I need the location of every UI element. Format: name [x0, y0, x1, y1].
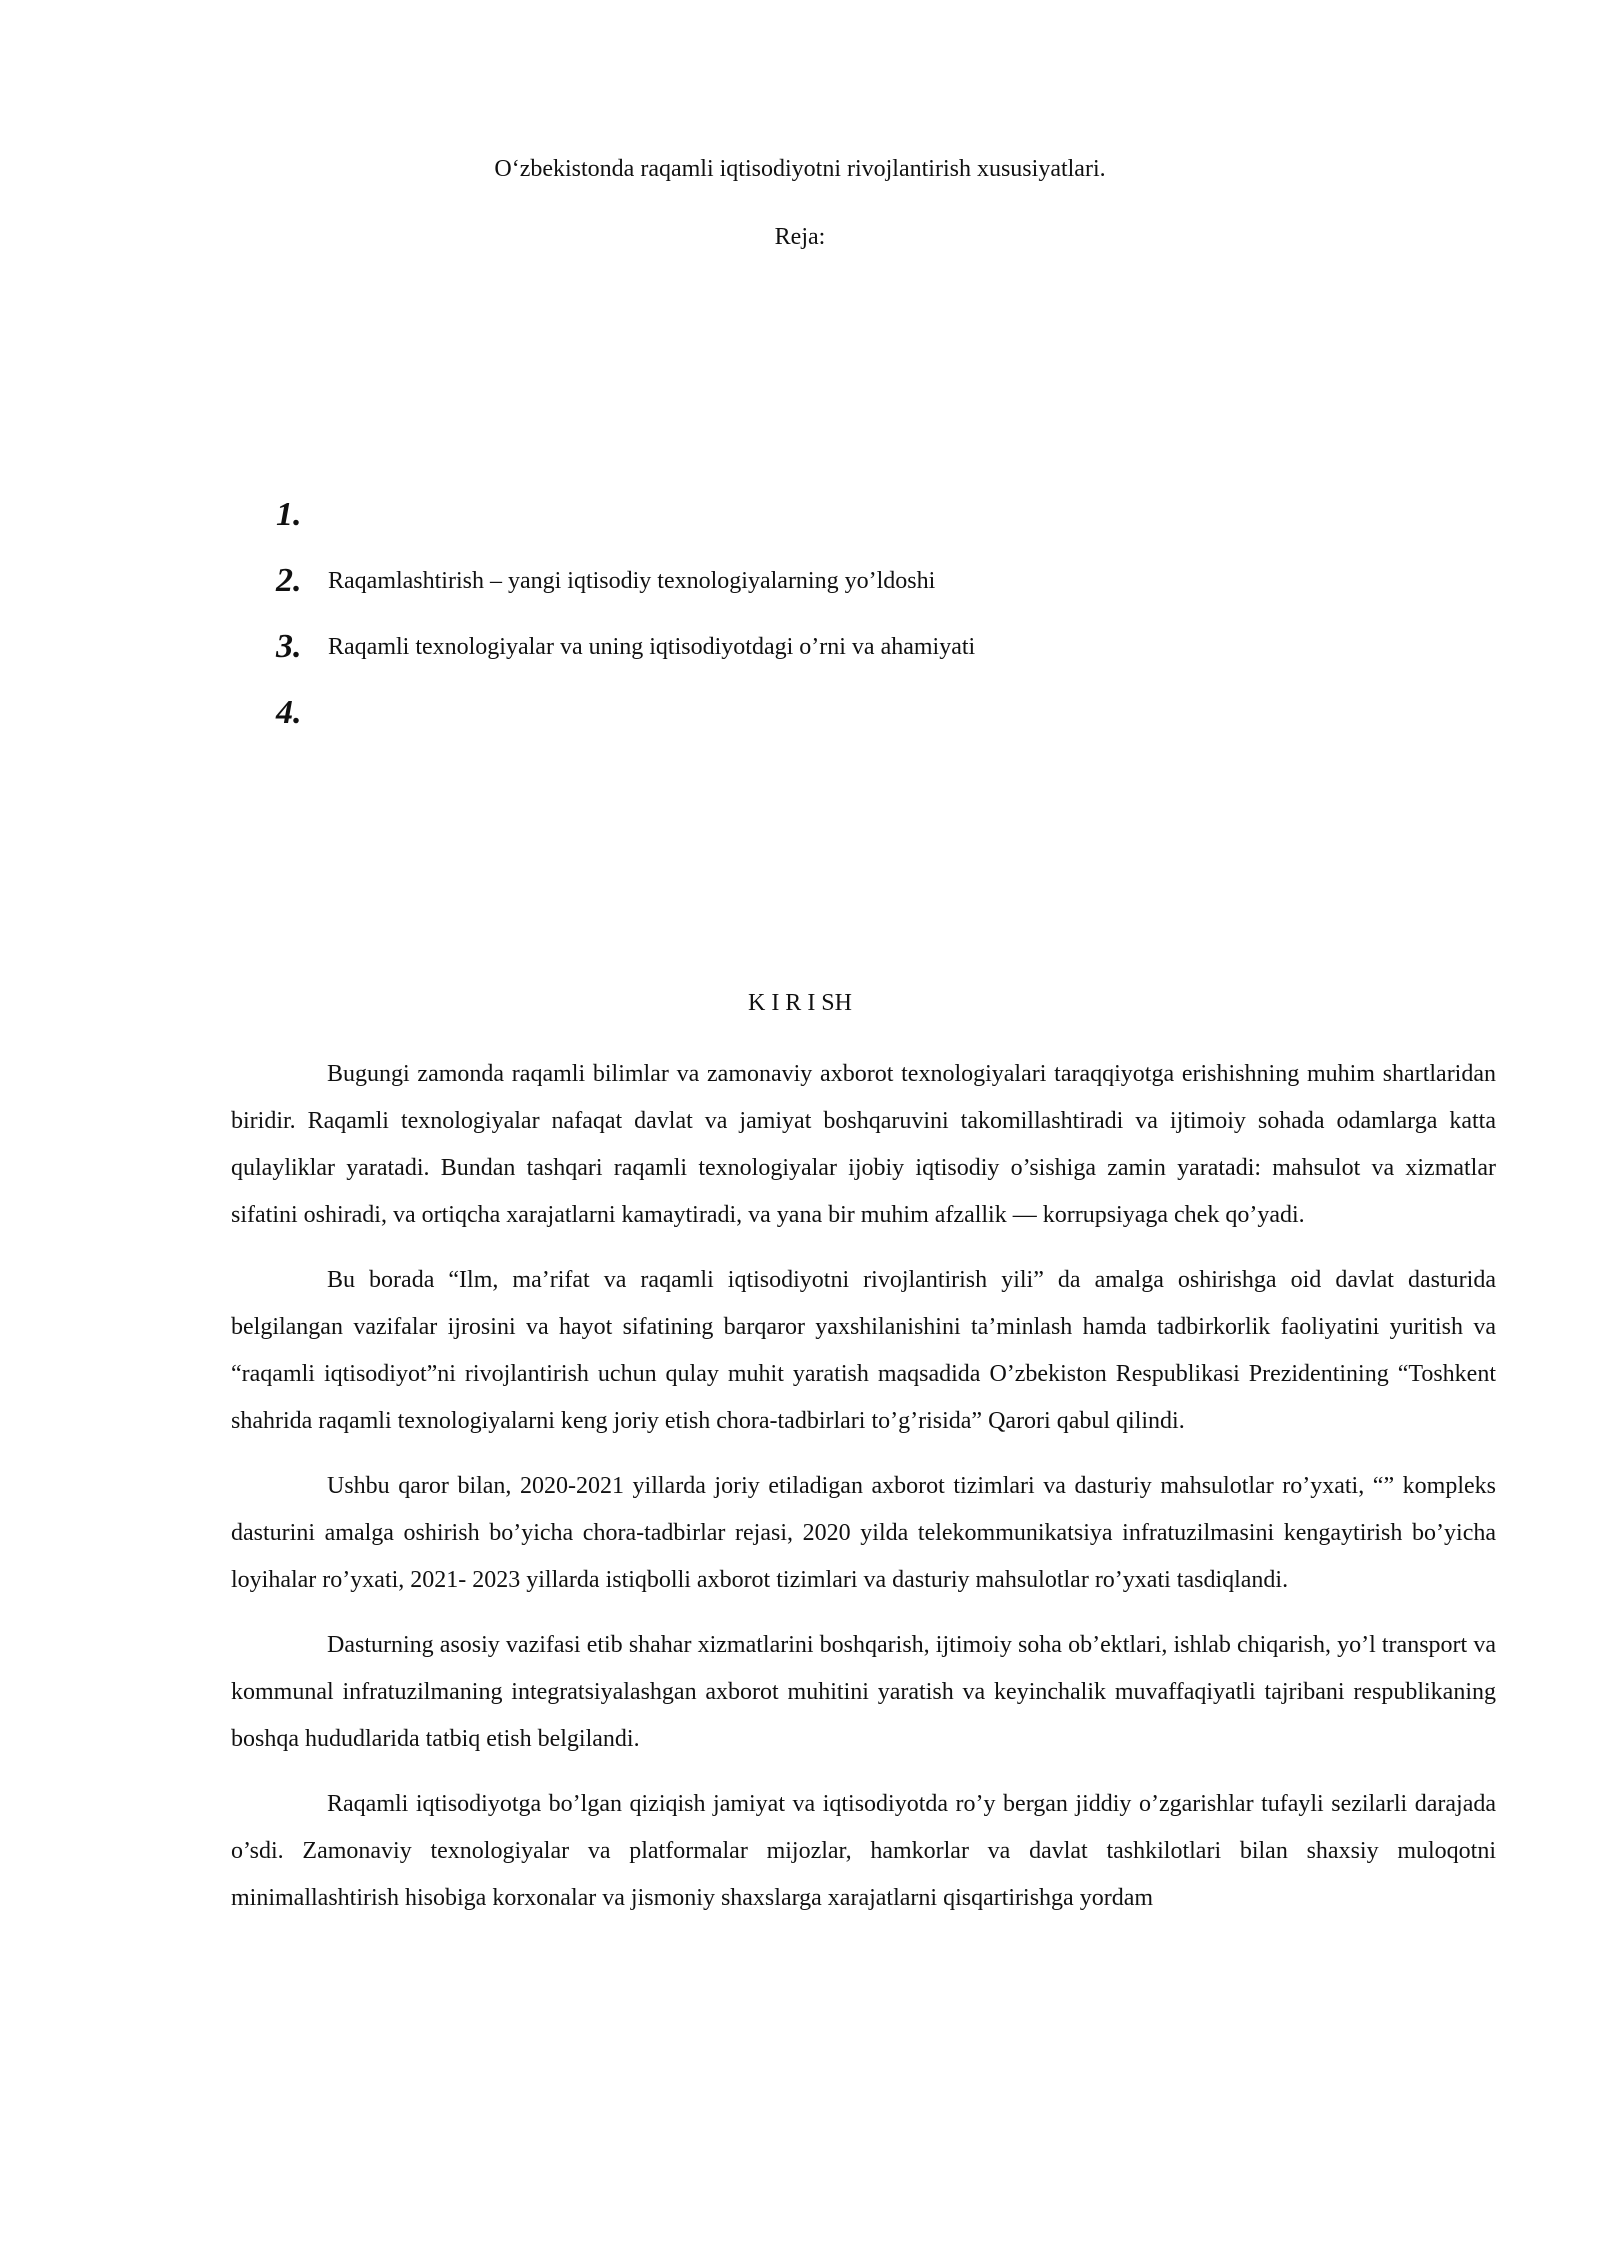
body-text — [231, 1051, 1496, 1940]
plan-item — [276, 548, 1376, 614]
plan-item-number: 4. — [276, 694, 302, 731]
paragraph: Dasturning asosiy vazifasi etib shahar xizmatlarini boshqarish, ijtimoiy soha ob’ektlari, ishlab chiqarish, yo’l transport va kommunal infratuzilmaning integratsiyalashgan axborot muhitini yaratish va keyinchalik muvaffaqiyatli tajribani respublikaning boshqa hududlarida tatbiq etish belgilandi. — [231, 1632, 1496, 1752]
document-title: O‘zbekistonda raqamli iqtisodiyotni rivojlantirish xususiyatlari. — [494, 156, 1106, 182]
plan-item — [276, 482, 1376, 548]
paragraph: Raqamli iqtisodiyotga bo’lgan qiziqish jamiyat va iqtisodiyotda ro’y bergan jiddiy o’zgarishlar tufayli sezilarli darajada o’sdi. Zamonaviy texnologiyalar va platformalar mijozlar, hamkorlar va davlat tashkilotlari bilan shaxsiy muloqotni minimallashtirish hisobiga korxonalar va jismoniy shaxslarga xarajatlarni qisqartirishga yordam — [231, 1791, 1496, 1911]
plan-list — [276, 482, 1376, 746]
paragraph: Bugungi zamonda raqamli bilimlar va zamonaviy axborot texnologiyalari taraqqiyotga erishishning muhim shartlaridan biridir. Raqamli texnologiyalar nafaqat davlat va jamiyat boshqaruvini takomillashtiradi va ijtimoiy sohada odamlarga katta qulayliklar yaratadi. Bundan tashqari raqamli texnologiyalar ijobiy iqtisodiy o’sishiga zamin yaratadi: mahsulot va xizmatlar sifatini oshiradi, va ortiqcha xarajatlarni kamaytiradi, va yana bir muhim afzallik — korrupsiyaga chek qo’yadi. — [231, 1061, 1496, 1228]
paragraph: Bu borada “Ilm, ma’rifat va raqamli iqtisodiyotni rivojlantirish yili” da amalga oshirishga oid davlat dasturida belgilangan vazifalar ijrosini va hayot sifatining barqaror yaxshilanishini ta’minlash hamda tadbirkorlik faoliyatini yuritish va “raqamli iqtisodiyot”ni rivojlantirish uchun qulay muhit yaratish maqsadida O’zbekiston Respublikasi Prezidentining “Toshkent shahrida raqamli texnologiyalarni keng joriy etish chora-tadbirlari to’g’risida” Qarori qabul qilindi. — [231, 1267, 1496, 1434]
plan-item-text: Raqamlashtirish – yangi iqtisodiy texnologiyalarning yo’ldoshi — [328, 568, 936, 594]
plan-item-number: 1. — [276, 496, 302, 533]
plan-item-text: Raqamli texnologiyalar va uning iqtisodiyotdagi o’rni va ahamiyati — [328, 634, 976, 660]
plan-item — [276, 680, 1376, 746]
plan-item-number: 3. — [276, 628, 302, 665]
plan-item-number: 2. — [276, 562, 302, 599]
paragraph: Ushbu qaror bilan, 2020-2021 yillarda joriy etiladigan axborot tizimlari va dasturiy mahsulotlar ro’yxati, “” kompleks dasturini amalga oshirish bo’yicha chora-tadbirlar rejasi, 2020 yilda telekommunikatsiya infratuzilmasini kengaytirish bo’yicha loyihalar ro’yxati, 2021- 2023 yillarda istiqbolli axborot tizimlari va dasturiy mahsulotlar ro’yxati tasdiqlandi. — [231, 1473, 1496, 1593]
plan-heading: Reja: — [774, 224, 826, 250]
plan-item — [276, 614, 1376, 680]
section-heading: K I R I SH — [747, 990, 852, 1016]
